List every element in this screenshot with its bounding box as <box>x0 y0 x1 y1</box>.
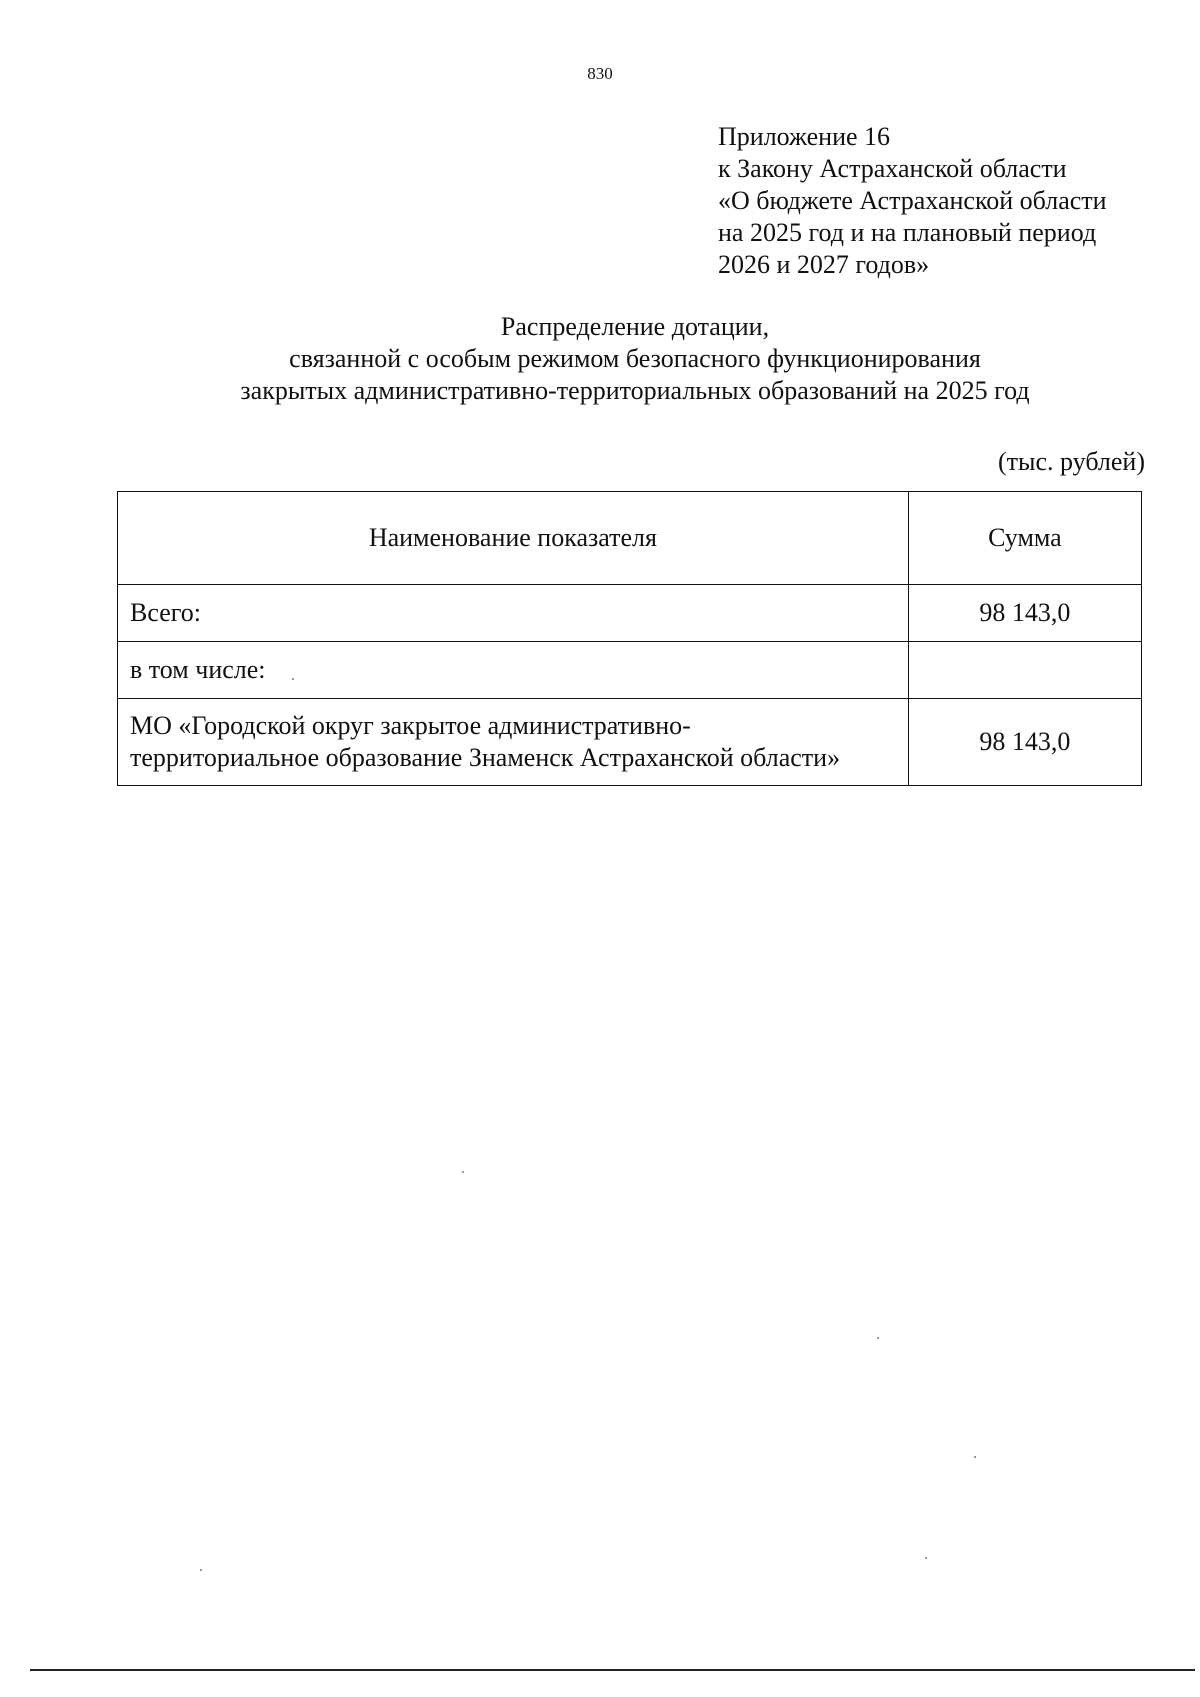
appendix-line: к Закону Астраханской области <box>718 154 1067 183</box>
row-sum: 98 143,0 <box>908 585 1141 642</box>
table-header-row <box>118 492 1142 585</box>
appendix-line: на 2025 год и на плановый период <box>718 218 1097 247</box>
appendix-line: 2026 и 2027 годов» <box>718 250 930 279</box>
appendix-block <box>718 121 1107 281</box>
row-sum <box>908 642 1141 699</box>
scan-speck <box>877 1337 879 1339</box>
appendix-line: Приложение 16 <box>718 122 891 151</box>
document-title <box>0 311 1200 407</box>
title-line: связанной с особым режимом безопасного функционирования <box>289 344 981 373</box>
scan-speck <box>292 678 294 680</box>
scan-speck <box>462 1171 464 1173</box>
title-line: закрытых административно-территориальных образований на 2025 год <box>240 376 1030 405</box>
table-row <box>118 642 1142 699</box>
appendix-line: «О бюджете Астраханской области <box>718 186 1107 215</box>
scan-speck <box>925 1557 927 1559</box>
header-name: Наименование показателя <box>118 492 909 585</box>
row-sum: 98 143,0 <box>908 699 1141 786</box>
header-sum: Сумма <box>908 492 1141 585</box>
units-label: (тыс. рублей) <box>997 447 1145 476</box>
bottom-rule <box>30 1669 1195 1671</box>
row-name: в том числе: <box>118 642 909 699</box>
page-number: 830 <box>587 64 613 83</box>
row-name: Всего: <box>118 585 909 642</box>
row-name <box>118 699 909 786</box>
table-row <box>118 585 1142 642</box>
title-line: Распределение дотации, <box>500 312 770 341</box>
scan-speck <box>200 1569 202 1571</box>
row-name-line: территориальное образование Знаменск Астраханской области» <box>130 743 841 772</box>
table-row <box>118 699 1142 786</box>
scan-speck <box>974 1456 976 1458</box>
row-name-line: МО «Городской округ закрытое административно- <box>130 711 691 740</box>
distribution-table <box>117 491 1142 786</box>
